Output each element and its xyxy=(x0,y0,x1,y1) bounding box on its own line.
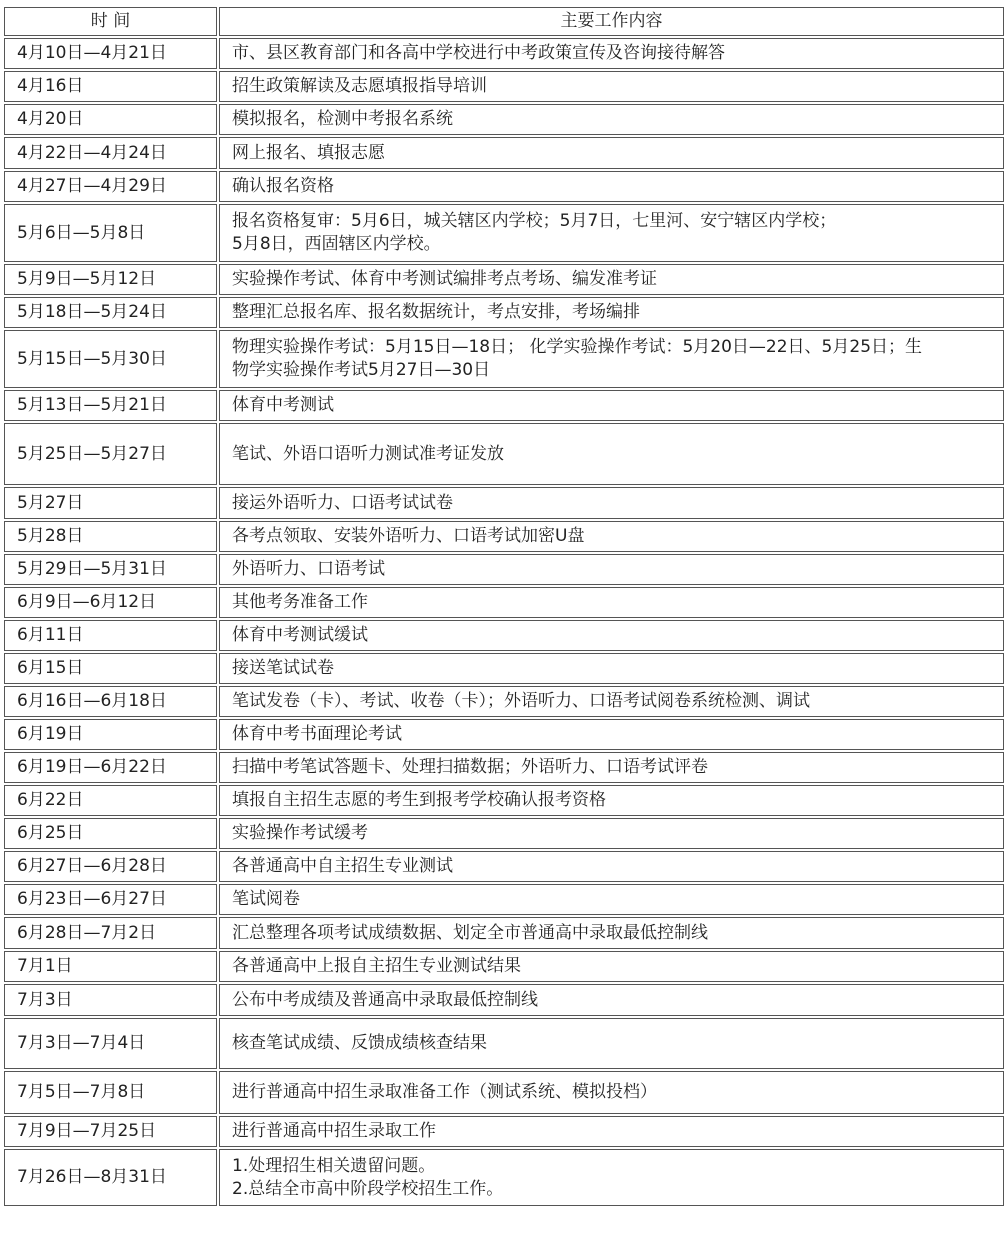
time-cell: 5月25日—5月27日 xyxy=(4,423,217,485)
content-cell xyxy=(219,818,1004,849)
content-line: 汇总整理各项考试成绩数据、划定全市普通高中录取最低控制线 xyxy=(232,922,708,943)
content-line: 模拟报名，检测中考报名系统 xyxy=(232,109,453,129)
content-line: 核查笔试成绩、反馈成绩核查结果 xyxy=(232,1033,487,1053)
time-cell: 4月22日—4月24日 xyxy=(4,137,217,169)
time-cell: 7月1日 xyxy=(4,951,217,982)
table-row xyxy=(4,653,1004,684)
content-line: 网上报名、填报志愿 xyxy=(232,142,385,163)
time-cell: 6月19日—6月22日 xyxy=(4,752,217,783)
time-cell: 6月28日—7月2日 xyxy=(4,917,217,949)
table-row xyxy=(4,423,1004,485)
time-cell: 4月10日—4月21日 xyxy=(4,38,217,69)
content-line: 其他考务准备工作 xyxy=(232,592,368,612)
content-cell xyxy=(219,137,1004,169)
content-cell xyxy=(219,686,1004,717)
content-cell xyxy=(219,984,1004,1016)
time-cell: 5月18日—5月24日 xyxy=(4,297,217,328)
time-cell: 6月15日 xyxy=(4,653,217,684)
table-row xyxy=(4,686,1004,717)
content-cell xyxy=(219,487,1004,519)
content-cell xyxy=(219,951,1004,982)
time-cell: 5月6日—5月8日 xyxy=(4,204,217,262)
time-cell: 6月25日 xyxy=(4,818,217,849)
content-line: 公布中考成绩及普通高中录取最低控制线 xyxy=(232,989,538,1010)
content-line: 物理实验操作考试：5月15日—18日； 化学实验操作考试：5月20日—22日、5月25日；生 xyxy=(232,337,923,357)
content-line: 实验操作考试缓考 xyxy=(232,823,368,843)
table-row xyxy=(4,554,1004,585)
time-cell: 5月9日—5月12日 xyxy=(4,264,217,295)
content-line: 外语听力、口语考试 xyxy=(232,559,385,579)
content-cell xyxy=(219,330,1004,388)
content-cell xyxy=(219,719,1004,750)
header-time: 时 间 xyxy=(4,7,217,36)
content-cell xyxy=(219,38,1004,69)
content-line: 笔试阅卷 xyxy=(232,889,300,909)
content-line: 笔试发卷（卡）、考试、收卷（卡）；外语听力、口语考试阅卷系统检测、调试 xyxy=(232,691,810,711)
content-line: 报名资格复审：5月6日，城关辖区内学校；5月7日，七里河、安宁辖区内学校； xyxy=(232,211,837,231)
table-row xyxy=(4,719,1004,750)
content-cell xyxy=(219,390,1004,421)
time-cell: 7月3日 xyxy=(4,984,217,1016)
table-row xyxy=(4,204,1004,262)
content-line: 5月8日，西固辖区内学校。 xyxy=(232,234,441,254)
content-line: 进行普通高中招生录取工作 xyxy=(232,1121,436,1141)
content-line: 1.处理招生相关遗留问题。 xyxy=(232,1155,436,1176)
table-row xyxy=(4,137,1004,169)
content-cell xyxy=(219,851,1004,882)
time-cell: 6月16日—6月18日 xyxy=(4,686,217,717)
table-row xyxy=(4,587,1004,618)
time-cell: 7月26日—8月31日 xyxy=(4,1149,217,1206)
content-cell xyxy=(219,653,1004,684)
time-cell: 5月13日—5月21日 xyxy=(4,390,217,421)
table-body xyxy=(4,38,1004,1206)
table-row xyxy=(4,104,1004,135)
time-cell: 7月9日—7月25日 xyxy=(4,1116,217,1147)
table-row xyxy=(4,297,1004,328)
content-line: 物学实验操作考试5月27日—30日 xyxy=(232,360,491,380)
time-cell: 6月22日 xyxy=(4,785,217,816)
content-line: 各普通高中上报自主招生专业测试结果 xyxy=(232,956,521,976)
time-cell: 6月27日—6月28日 xyxy=(4,851,217,882)
content-cell xyxy=(219,1116,1004,1147)
time-cell: 7月5日—7月8日 xyxy=(4,1071,217,1114)
table-row xyxy=(4,38,1004,69)
content-cell xyxy=(219,884,1004,915)
header-content: 主要工作内容 xyxy=(219,7,1004,36)
content-cell xyxy=(219,1018,1004,1069)
table-row xyxy=(4,330,1004,388)
content-cell xyxy=(219,587,1004,618)
table-row xyxy=(4,818,1004,849)
content-cell xyxy=(219,917,1004,949)
table-row xyxy=(4,752,1004,783)
table-row xyxy=(4,1071,1004,1114)
time-cell: 4月27日—4月29日 xyxy=(4,171,217,202)
content-cell xyxy=(219,104,1004,135)
content-line: 体育中考测试 xyxy=(232,395,334,415)
content-cell xyxy=(219,620,1004,651)
content-line: 体育中考测试缓试 xyxy=(232,625,368,645)
content-line: 整理汇总报名库、报名数据统计，考点安排，考场编排 xyxy=(232,302,640,322)
schedule-table xyxy=(2,5,1006,1208)
content-line: 2.总结全市高中阶段学校招生工作。 xyxy=(232,1178,504,1199)
content-line: 实验操作考试、体育中考测试编排考点考场、编发准考证 xyxy=(232,269,657,289)
time-cell: 5月29日—5月31日 xyxy=(4,554,217,585)
content-cell xyxy=(219,521,1004,552)
time-cell: 4月20日 xyxy=(4,104,217,135)
time-cell: 5月27日 xyxy=(4,487,217,519)
content-cell xyxy=(219,204,1004,262)
table-row xyxy=(4,390,1004,421)
content-line: 确认报名资格 xyxy=(232,176,334,196)
table-row xyxy=(4,984,1004,1016)
content-cell xyxy=(219,752,1004,783)
content-line: 进行普通高中招生录取准备工作（测试系统、模拟投档） xyxy=(232,1082,657,1102)
content-cell xyxy=(219,171,1004,202)
content-line: 笔试、外语口语听力测试准考证发放 xyxy=(232,443,504,464)
time-cell: 7月3日—7月4日 xyxy=(4,1018,217,1069)
content-cell xyxy=(219,423,1004,485)
time-cell: 5月15日—5月30日 xyxy=(4,330,217,388)
table-row xyxy=(4,487,1004,519)
table-row xyxy=(4,951,1004,982)
table-row xyxy=(4,71,1004,102)
content-line: 接送笔试试卷 xyxy=(232,658,334,678)
time-cell: 6月19日 xyxy=(4,719,217,750)
content-line: 各普通高中自主招生专业测试 xyxy=(232,856,453,876)
table-row xyxy=(4,785,1004,816)
table-row xyxy=(4,1018,1004,1069)
time-cell: 6月23日—6月27日 xyxy=(4,884,217,915)
content-line: 扫描中考笔试答题卡、处理扫描数据；外语听力、口语考试评卷 xyxy=(232,757,708,777)
content-cell xyxy=(219,554,1004,585)
table-row xyxy=(4,1149,1004,1206)
content-cell xyxy=(219,785,1004,816)
content-line: 各考点领取、安装外语听力、口语考试加密U盘 xyxy=(232,526,585,546)
content-cell xyxy=(219,1071,1004,1114)
content-line: 市、县区教育部门和各高中学校进行中考政策宣传及咨询接待解答 xyxy=(232,43,725,63)
table-row xyxy=(4,884,1004,915)
content-line: 招生政策解读及志愿填报指导培训 xyxy=(232,76,487,96)
content-line: 体育中考书面理论考试 xyxy=(232,724,402,744)
content-cell xyxy=(219,71,1004,102)
time-cell: 6月11日 xyxy=(4,620,217,651)
table-row xyxy=(4,521,1004,552)
header-row xyxy=(4,7,1004,36)
content-line: 接运外语听力、口语考试试卷 xyxy=(232,492,453,513)
content-cell xyxy=(219,1149,1004,1206)
table-row xyxy=(4,1116,1004,1147)
table-row xyxy=(4,620,1004,651)
table-row xyxy=(4,171,1004,202)
content-cell xyxy=(219,297,1004,328)
table-row xyxy=(4,851,1004,882)
content-cell xyxy=(219,264,1004,295)
time-cell: 6月9日—6月12日 xyxy=(4,587,217,618)
table-row xyxy=(4,917,1004,949)
content-line: 填报自主招生志愿的考生到报考学校确认报考资格 xyxy=(232,790,606,810)
time-cell: 5月28日 xyxy=(4,521,217,552)
time-cell: 4月16日 xyxy=(4,71,217,102)
table-row xyxy=(4,264,1004,295)
